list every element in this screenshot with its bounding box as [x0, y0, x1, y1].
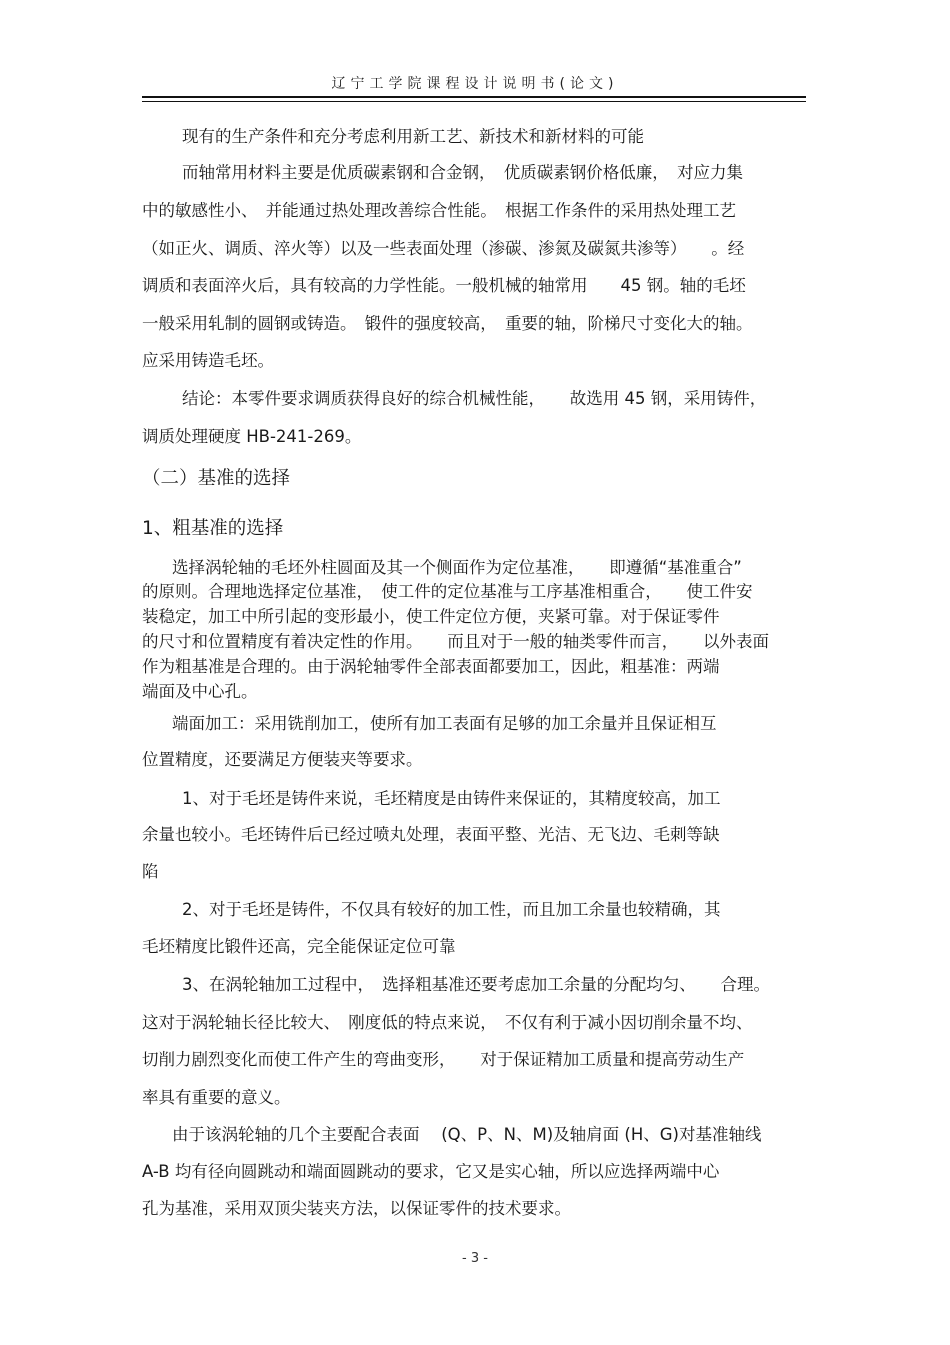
text-line: 装稳定，加工中所引起的变形最小，使工件定位方便，夹紧可靠。对于保证零件: [142, 607, 720, 626]
text-line: 的尺寸和位置精度有着决定性的作用。 而且对于一般的轴类零件而言， 以外表面: [142, 632, 769, 651]
text-line: 中的敏感性小、 并能通过热处理改善综合性能。 根据工作条件的采用热处理工艺: [142, 201, 736, 220]
text-line: 切削力剧烈变化而使工件产生的弯曲变形， 对于保证精加工质量和提高劳动生产: [142, 1050, 745, 1069]
text-line: A-B 均有径向圆跳动和端面圆跳动的要求，它又是实心轴，所以应选择两端中心: [142, 1162, 720, 1181]
text-line: 由于该涡轮轴的几个主要配合表面 (Q、P、N、M)及轴肩面 (H、G)对基准轴线: [172, 1125, 762, 1144]
text-line: 毛坯精度比锻件还高，完全能保证定位可靠: [142, 937, 456, 956]
text-line: 端面加工：采用铣削加工，使所有加工表面有足够的加工余量并且保证相互: [172, 714, 717, 733]
text-line: 现有的生产条件和充分考虑利用新工艺、新技术和新材料的可能: [182, 127, 644, 146]
header-title: 辽宁工学院课程设计说明书(论文): [331, 76, 619, 92]
page-number: - 3 -: [462, 1251, 488, 1266]
text-line: 一般采用轧制的圆钢或铸造。 锻件的强度较高， 重要的轴，阶梯尺寸变化大的轴。: [142, 314, 753, 333]
text-line: 调质和表面淬火后，具有较高的力学性能。一般机械的轴常用 45 钢。轴的毛坯: [142, 276, 746, 295]
text-line: 应采用铸造毛坯。: [142, 351, 274, 370]
text-line: 结论：本零件要求调质获得良好的综合机械性能， 故选用 45 钢，采用铸件，: [182, 389, 767, 408]
text-line: 孔为基准，采用双顶尖装夹方法，以保证零件的技术要求。: [142, 1199, 571, 1218]
text-line: 端面及中心孔。: [142, 682, 258, 701]
text-line: （如正火、调质、淬火等）以及一些表面处理（渗碳、渗氮及碳氮共渗等） 。经: [142, 239, 745, 258]
text-line: 作为粗基准是合理的。由于涡轮轴零件全部表面都要加工，因此，粗基准：两端: [142, 657, 720, 676]
text-line: 率具有重要的意义。: [142, 1088, 291, 1107]
text-line: 位置精度，还要满足方便装夹等要求。: [142, 750, 423, 769]
text-line: 1、对于毛坯是铸件来说，毛坯精度是由铸件来保证的，其精度较高，加工: [182, 789, 721, 808]
text-line: 余量也较小。毛坯铸件后已经过喷丸处理，表面平整、光洁、无飞边、毛刺等缺: [142, 825, 720, 844]
text-line: 选择涡轮轴的毛坯外柱圆面及其一个侧面作为定位基准， 即遵循“基准重合”: [172, 558, 742, 577]
header-rule-thin: [142, 101, 806, 102]
text-line: 陷: [142, 862, 159, 881]
header-rule-thick: [142, 96, 806, 98]
section-heading: （二）基准的选择: [142, 468, 291, 489]
text-line: 而轴常用材料主要是优质碳素钢和合金钢， 优质碳素钢价格低廉， 对应力集: [182, 163, 743, 182]
text-line: 3、在涡轮轴加工过程中， 选择粗基准还要考虑加工余量的分配均匀、 合理。: [182, 975, 770, 994]
text-line: 2、对于毛坯是铸件，不仅具有较好的加工性，而且加工余量也较精确，其: [182, 900, 721, 919]
subsection-heading: 1、粗基准的选择: [142, 518, 284, 539]
text-line: 调质处理硬度 HB-241-269。: [142, 427, 362, 446]
text-line: 这对于涡轮轴长径比较大、 刚度低的特点来说， 不仅有利于减小因切削余量不均、: [142, 1013, 753, 1032]
text-line: 的原则。合理地选择定位基准， 使工件的定位基准与工序基准相重合， 使工件安: [142, 582, 753, 601]
